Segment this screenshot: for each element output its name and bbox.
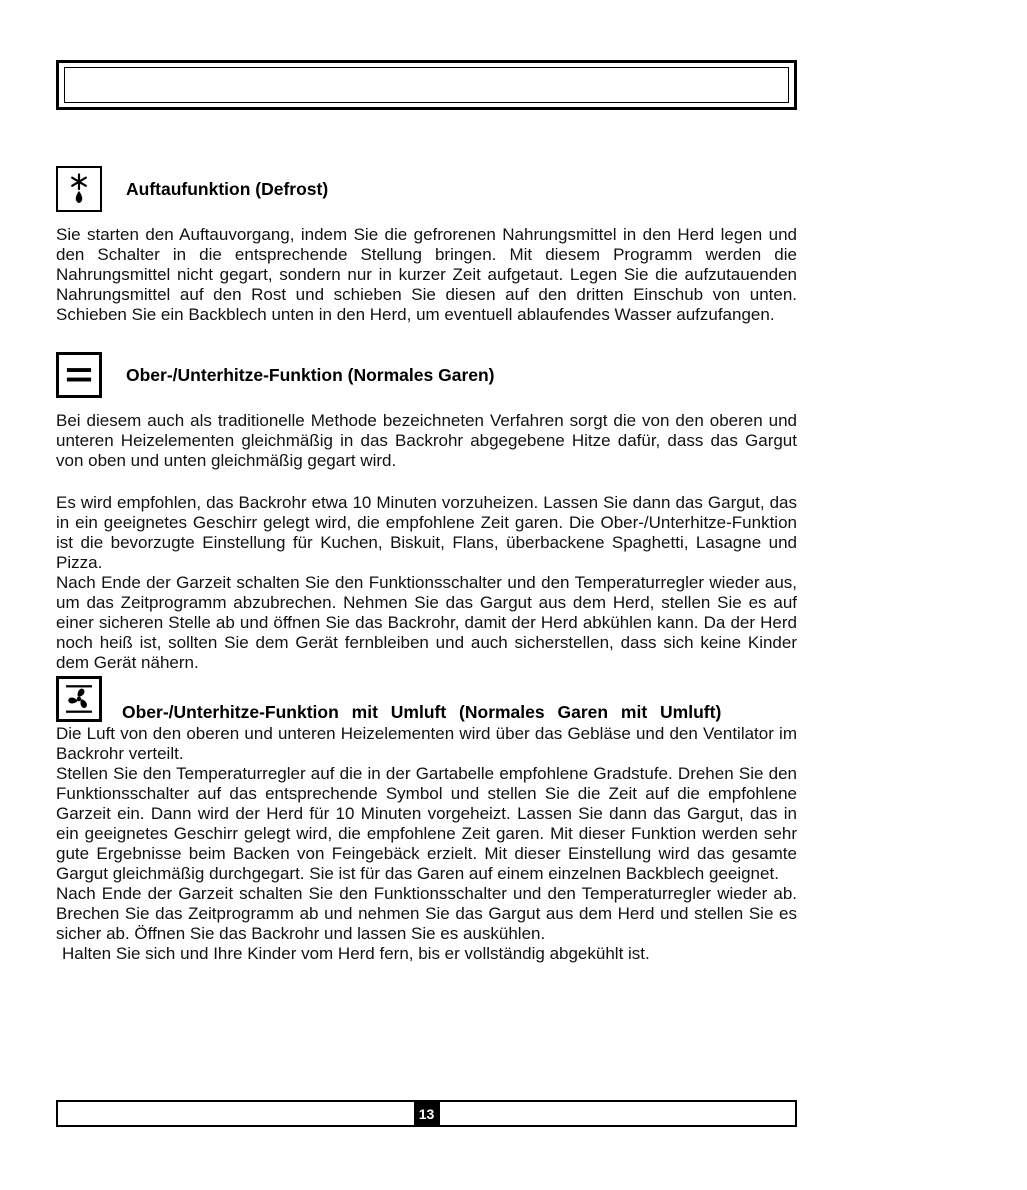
section-upper-lower-heat (56, 352, 797, 673)
paragraph: Nach Ende der Garzeit schalten Sie den Funktionsschalter und den Temperaturregler wieder aus, um das Zeitprogramm abzubrechen. Nehmen Sie das Gargut aus dem Herd, stellen Sie es auf einer sicheren Stelle ab und öffnen Sie das Backrohr, damit der Herd abkühlen kann. Da der Herd noch heiß ist, sollten Sie dem Gerät fernbleiben und auch sicherstellen, dass sich keine Kinder dem Gerät nähern. (56, 573, 797, 672)
section-heading: Ober-/Unterhitze-Funktion mit Umluft (Normales Garen mit Umluft) (122, 702, 722, 722)
page-number: 13 (414, 1102, 440, 1125)
section-heading: Ober-/Unterhitze-Funktion (Normales Garen) (126, 365, 495, 385)
section-heading: Auftaufunktion (Defrost) (126, 179, 329, 199)
header-title-box (56, 60, 797, 110)
paragraph: Es wird empfohlen, das Backrohr etwa 10 Minuten vorzuheizen. Lassen Sie dann das Gargut, das in ein geeignetes Geschirr gelegt wird, die empfohlene Zeit garen. Die Ober-/Unterhitze-Funktion ist die bevorzugte Einstellung für Kuchen, Biskuit, Flans, überbackene Spaghetti, Lasagne und Pizza. (56, 493, 797, 572)
paragraph: Nach Ende der Garzeit schalten Sie den Funktionsschalter und den Temperaturregler wieder ab. Brechen Sie das Zeitprogramm ab und nehmen Sie das Gargut aus dem Herd und stellen Sie es sicher ab. Öffnen Sie das Backrohr und lassen Sie es auskühlen. (56, 884, 797, 943)
paragraph: Bei diesem auch als traditionelle Methode bezeichneten Verfahren sorgt die von den oberen und unteren Heizelementen gleichmäßig in das Backrohr abgegebene Hitze dafür, dass das Gargut von oben und unten gleichmäßig gegart wird. (56, 411, 797, 470)
paragraph: Halten Sie sich und Ihre Kinder vom Herd fern, bis er vollständig abgekühlt ist. (62, 944, 650, 963)
upper-lower-heat-icon (56, 352, 102, 398)
section-upper-lower-heat-head (56, 352, 797, 398)
fan-convection-icon (56, 676, 102, 722)
section-fan-convection-head (56, 676, 797, 722)
defrost-icon (56, 166, 102, 212)
section-fan-convection (56, 676, 797, 964)
paragraph: Die Luft von den oberen und unteren Heizelementen wird über das Gebläse und den Ventilator im Backrohr verteilt. (56, 724, 797, 763)
header-title-box-inner (64, 67, 789, 103)
paragraph: Sie starten den Auftauvorgang, indem Sie die gefrorenen Nahrungsmittel in den Herd legen und den Schalter in die entsprechende Stellung bringen. Mit diesem Programm werden die Nahrungsmittel nicht gegart, sondern nur in kurzer Zeit aufgetaut. Legen Sie die aufzutauenden Nahrungsmittel auf den Rost und schieben Sie diesen auf den dritten Einschub von unten. Schieben Sie ein Backblech unten in den Herd, um eventuell ablaufendes Wasser aufzufangen. (56, 225, 797, 324)
paragraph: Stellen Sie den Temperaturregler auf die in der Gartabelle empfohlene Gradstufe. Drehen Sie den Funktionsschalter auf das entsprechende Symbol und stellen Sie die Zeit auf die empfohlene Garzeit ein. Dann wird der Herd für 10 Minuten vorgeheizt. Lassen Sie dann das Gargut, das in ein geeignetes Geschirr gelegt wird, die empfohlene Zeit garen. Mit dieser Funktion werden sehr gute Ergebnisse beim Backen von Feingebäck erzielt. Mit dieser Einstellung wird das gesamte Gargut gleichmäßig durchgegart. Sie ist für das Garen auf einem einzelnen Backblech geeignet. (56, 764, 797, 883)
footer-page-number-box (56, 1100, 797, 1127)
section-defrost-head (56, 166, 797, 212)
section-defrost (56, 166, 797, 325)
